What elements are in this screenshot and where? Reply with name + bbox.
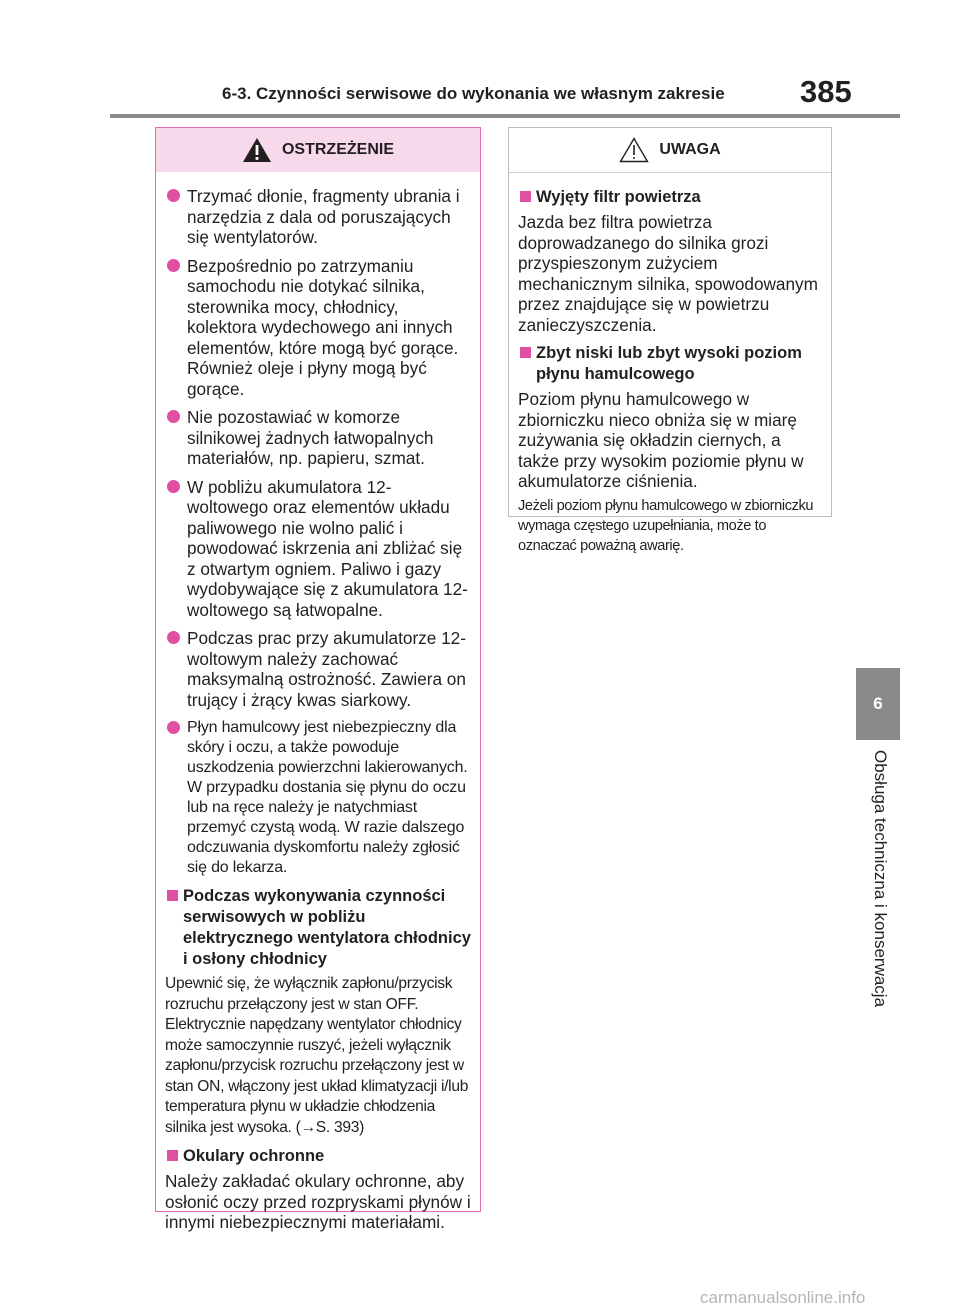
warning-section-heading: Okulary ochronne <box>165 1146 472 1167</box>
bullet-dot-icon <box>167 259 180 272</box>
warning-bullet: Płyn hamulcowy jest niebezpieczny dla skóry i oczu, a także powoduje uszkodzenia powierzchni lakierowanych. W przypadku dostania się płynu do oczu lub na ręce należy je natychmiast przemyć czystą wodą. W razie dalszego odczuwania dyskomfortu należy zgłosić się do lekarza. <box>165 718 472 878</box>
square-bullet-icon <box>167 890 178 901</box>
notice-section-text: Poziom płynu hamulcowego w zbiorniczku nieco obniża się w miarę zużywania się okładzin ciernych, a także przy wysokim poziomie płynu w akumulatorze ciśnienia. <box>518 389 804 491</box>
notice-section-heading: Wyjęty filtr powietrza <box>518 187 823 208</box>
chapter-tab[interactable] <box>856 668 900 740</box>
warning-bullet: Bezpośrednio po zatrzymaniu samochodu nie dotykać silnika, sterownika mocy, chłodnicy, kolektora wydechowego ani innych elementów, które mogą być gorące. Również oleje i płyny mogą być gorące. <box>165 256 472 400</box>
square-bullet-icon <box>520 347 531 358</box>
warning-bullet: Podczas prac przy akumulatorze 12-woltowym należy zachować maksymalną ostrożność. Zawiera on trujący i żrący kwas siarkowy. <box>165 628 472 710</box>
warning-bullet: W pobliżu akumulatora 12-woltowego oraz elementów układu paliwowego nie wolno palić i powodować iskrzenia ani zbliżać się z otwartym ogniem. Paliwo i gazy wydobywające się z akumulatora 12-woltowego są łatwopalne. <box>165 477 472 621</box>
chapter-tab-number: 6 <box>873 694 883 713</box>
notice-section-text: Jazda bez filtra powietrza doprowadzanego do silnika grozi przyspieszonym zużyciem mechanicznym silnika, spowodowanym przez znajdujące się w powietrzu zanieczyszczenia. <box>518 212 818 335</box>
page-number: 385 <box>800 74 852 109</box>
warning-triangle-icon <box>242 137 272 163</box>
bullet-dot-icon <box>167 410 180 423</box>
watermark: carmanualsonline.info <box>700 1288 866 1307</box>
chapter-tab-label: Obsługa techniczna i konserwacja <box>871 750 890 1008</box>
running-header-title: 6-3. Czynności serwisowe do wykonania we własnym zakresie <box>222 84 725 103</box>
notice-title: UWAGA <box>659 141 721 158</box>
warning-bullet: Nie pozostawiać w komorze silnikowej żadnych łatwopalnych materiałów, np. papieru, szmat. <box>165 407 472 469</box>
notice-section-heading: Zbyt niski lub zbyt wysoki poziom płynu hamulcowego <box>518 343 823 385</box>
header-divider <box>110 114 900 118</box>
notice-box-header <box>509 128 831 173</box>
square-bullet-icon <box>167 1150 178 1161</box>
bullet-dot-icon <box>167 721 180 734</box>
bullet-dot-icon <box>167 480 180 493</box>
bullet-dot-icon <box>167 189 180 202</box>
warning-box <box>155 127 481 1232</box>
warning-section-text: Należy zakładać okulary ochronne, aby osłonić oczy przed rozpryskami płynów i innymi niebezpiecznymi materiałami. <box>165 1171 471 1232</box>
warning-bullet: Trzymać dłonie, fragmenty ubrania i narzędzia z dala od poruszających się wentylatorów. <box>165 186 472 248</box>
warning-section-heading: Podczas wykonywania czynności serwisowych w pobliżu elektrycznego wentylatora chłodnicy i osłony chłodnicy <box>165 886 472 970</box>
warning-box-header <box>156 128 480 172</box>
warning-title: OSTRZEŻENIE <box>281 141 394 158</box>
warning-section-text: Upewnić się, że wyłącznik zapłonu/przycisk rozruchu przełączony jest w stan OFF. Elektrycznie napędzany wentylator chłodnicy może samoczynnie ruszyć, jeżeli wyłącznik zapłonu/przycisk rozruchu przełączony jest w stan ON, włączony jest układ klimatyzacji i/lub temperatura płynu w układzie chłodzenia silnika jest wysoka. (→S. 393) <box>165 975 469 1136</box>
notice-section-note: Jeżeli poziom płynu hamulcowego w zbiorniczku wymaga częstego uzupełniania, może to oznaczać poważną awarię. <box>518 497 814 554</box>
bullet-dot-icon <box>167 631 180 644</box>
square-bullet-icon <box>520 191 531 202</box>
caution-triangle-icon <box>619 137 649 163</box>
notice-box <box>508 127 832 554</box>
